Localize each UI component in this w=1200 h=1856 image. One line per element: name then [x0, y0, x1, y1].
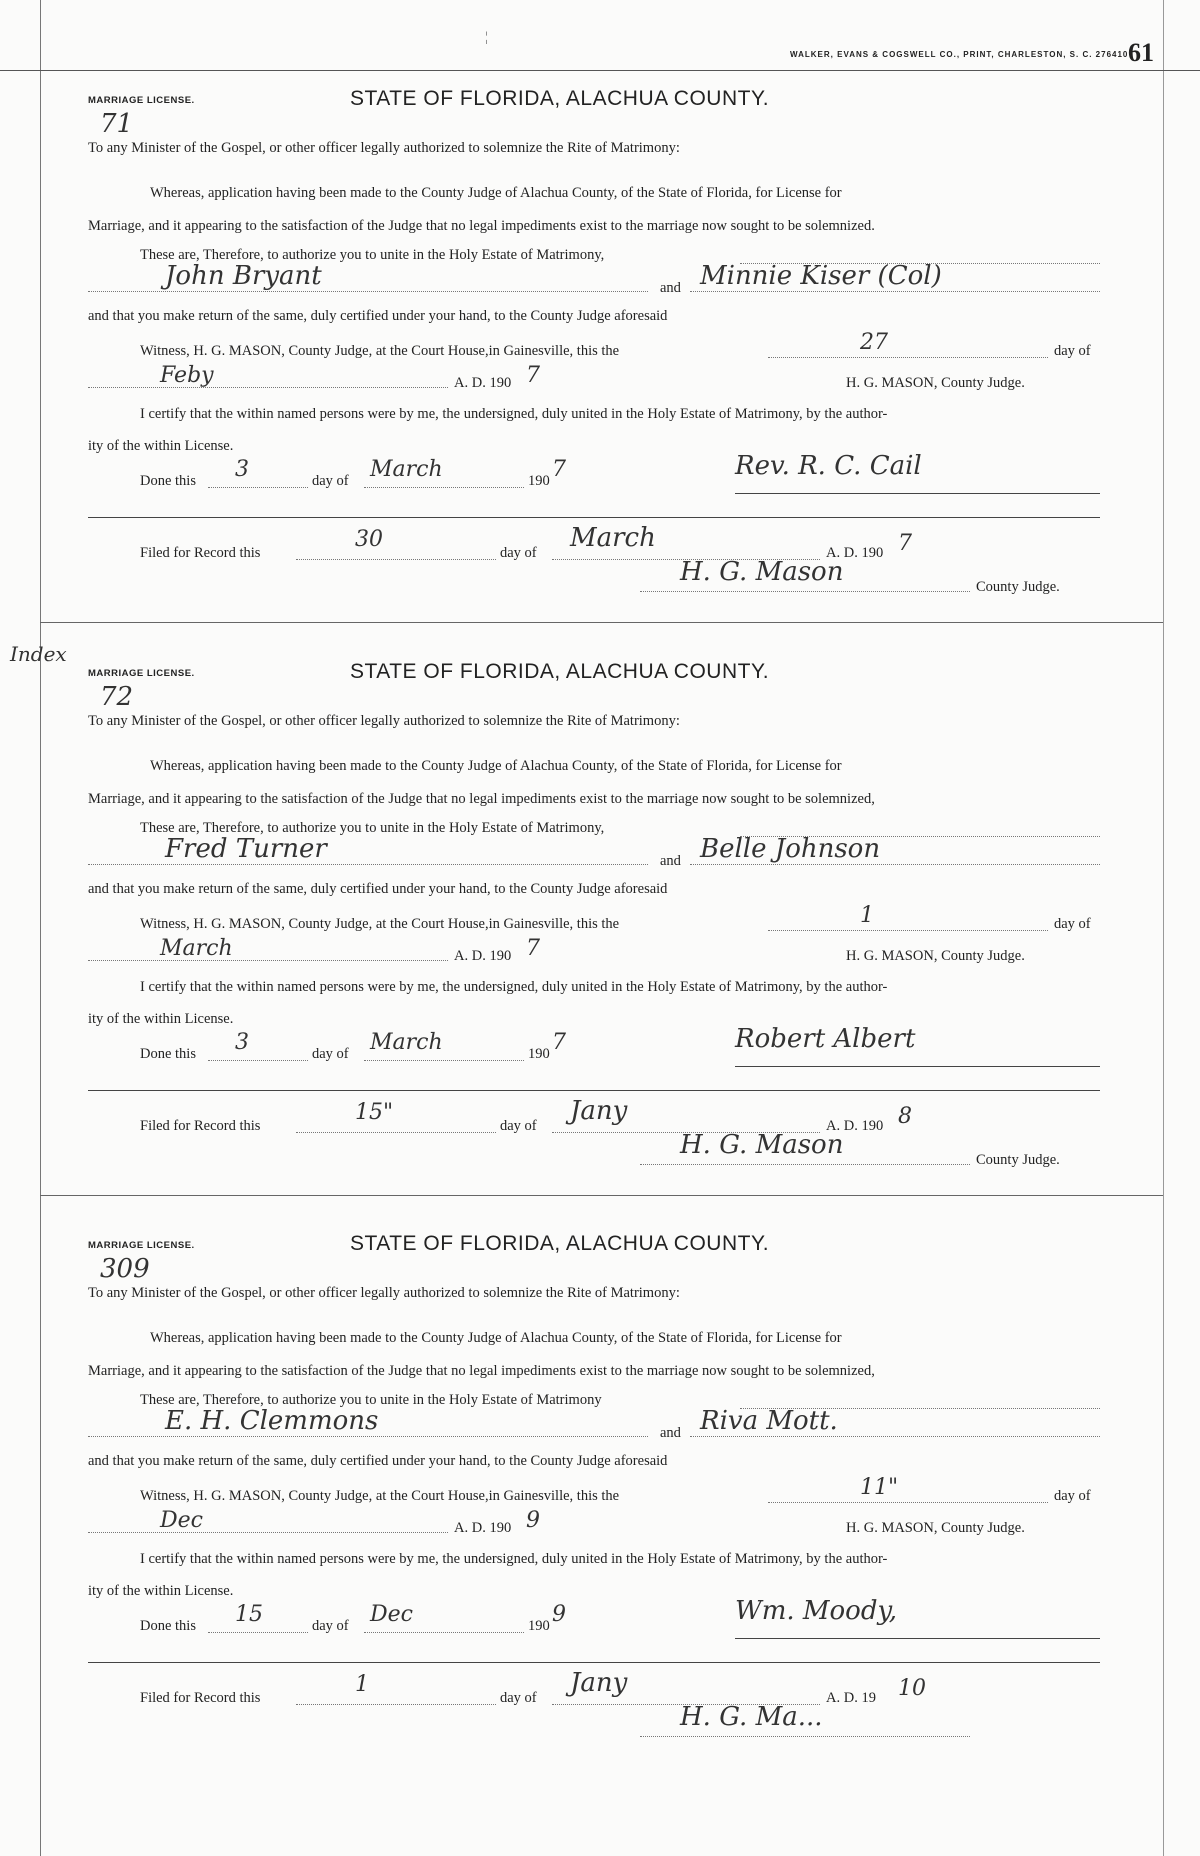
month-line — [88, 1532, 448, 1533]
signature-line — [735, 1638, 1100, 1639]
groom-name: E. H. Clemmons — [165, 1406, 379, 1436]
state-title: STATE OF FLORIDA, ALACHUA COUNTY. — [350, 660, 770, 683]
done-this-label: Done this — [140, 473, 196, 489]
filed-ad-label: A. D. 190 — [826, 545, 884, 561]
filed-ad-label: A. D. 190 — [826, 1118, 884, 1134]
judge-name: H. G. MASON, County Judge. — [846, 948, 1025, 964]
officiant-signature: Robert Albert — [735, 1024, 916, 1054]
groom-line — [88, 864, 648, 865]
certify-line-2: ity of the within License. — [88, 1011, 234, 1027]
filed-day-of-label: day of — [500, 545, 537, 561]
county-judge-label: County Judge. — [976, 1152, 1060, 1168]
done-month: March — [370, 1030, 443, 1055]
filed-day-of-label: day of — [500, 1690, 537, 1706]
month-line — [88, 960, 448, 961]
license-year: 7 — [526, 936, 540, 961]
done-year: 7 — [552, 457, 566, 482]
filed-year: 7 — [898, 531, 912, 556]
bride-line — [690, 1436, 1100, 1437]
day-line — [768, 930, 1048, 931]
day-of-label: day of — [1054, 1488, 1091, 1504]
done-day-line — [208, 487, 308, 488]
license-month: March — [160, 936, 233, 961]
judge-name: H. G. MASON, County Judge. — [846, 375, 1025, 391]
month-line — [88, 387, 448, 388]
license-year: 9 — [526, 1508, 540, 1533]
filed-year: 10 — [898, 1676, 926, 1701]
ad-label: A. D. 190 — [454, 948, 512, 964]
right-page-edge — [1163, 0, 1164, 1856]
certify-line-1: I certify that the within named persons were by me, the undersigned, duly united in the Holy Estate of Matrimony, by the author- — [140, 406, 888, 422]
groom-name: Fred Turner — [165, 834, 327, 864]
filed-day-line — [296, 559, 496, 560]
judge-signature-line — [640, 591, 970, 592]
filed-day: 15" — [355, 1100, 394, 1125]
officiant-signature: Wm. Moody, — [735, 1596, 897, 1626]
license-heading: MARRIAGE LICENSE. — [88, 1240, 195, 1251]
whereas-line-1: Whereas, application having been made to the County Judge of Alachua County, of the State of Florida, for License for — [150, 185, 842, 201]
return-line: and that you make return of the same, duly certified under your hand, to the County Judge aforesaid — [88, 881, 668, 897]
judge-signature-line — [640, 1736, 970, 1737]
signature-line — [735, 493, 1100, 494]
done-year: 9 — [552, 1602, 566, 1627]
judge-name: H. G. MASON, County Judge. — [846, 1520, 1025, 1536]
filed-day: 30 — [355, 527, 383, 552]
whereas-line-1: Whereas, application having been made to the County Judge of Alachua County, of the State of Florida, for License for — [150, 1330, 842, 1346]
done-year-prefix: 190 — [528, 1618, 550, 1634]
done-day-of-label: day of — [312, 1618, 349, 1634]
bride-name: Minnie Kiser (Col) — [700, 261, 942, 291]
license-heading: MARRIAGE LICENSE. — [88, 95, 195, 106]
license-number: 71 — [100, 109, 134, 139]
filed-day: 1 — [355, 1672, 369, 1697]
judge-signature-line — [640, 1164, 970, 1165]
state-title: STATE OF FLORIDA, ALACHUA COUNTY. — [350, 1232, 770, 1255]
state-title: STATE OF FLORIDA, ALACHUA COUNTY. — [350, 87, 770, 110]
day-line — [768, 357, 1048, 358]
and-label: and — [660, 1425, 681, 1441]
filed-day-line — [296, 1132, 496, 1133]
filed-day-line — [296, 1704, 496, 1705]
done-day: 3 — [235, 1030, 249, 1055]
county-judge-label: County Judge. — [976, 579, 1060, 595]
done-day: 15 — [235, 1602, 263, 1627]
license-number: 309 — [100, 1254, 150, 1284]
filed-month: March — [570, 523, 656, 553]
to-any-minister: To any Minister of the Gospel, or other officer legally authorized to solemnize the Rite of Matrimony: — [88, 1285, 680, 1301]
printer-credit: WALKER, EVANS & COGSWELL CO., PRINT, CHARLESTON, S. C. 276410 — [790, 50, 1129, 59]
judge-signature: H. G. Ma... — [680, 1702, 823, 1732]
ad-label: A. D. 190 — [454, 375, 512, 391]
page-number: 61 — [1128, 38, 1154, 67]
judge-signature: H. G. Mason — [680, 557, 844, 587]
judge-signature: H. G. Mason — [680, 1130, 844, 1160]
filed-day-of-label: day of — [500, 1118, 537, 1134]
day-of-label: day of — [1054, 343, 1091, 359]
done-year: 7 — [552, 1030, 566, 1055]
done-day-line — [208, 1060, 308, 1061]
done-day-of-label: day of — [312, 473, 349, 489]
certify-line-1: I certify that the within named persons were by me, the undersigned, duly united in the Holy Estate of Matrimony, by the author- — [140, 1551, 888, 1567]
top-rule — [0, 70, 1200, 71]
filed-year: 8 — [898, 1104, 912, 1129]
filed-rule — [88, 517, 1100, 518]
license-month: Feby — [160, 363, 214, 388]
index-note: Index — [10, 642, 67, 666]
done-month-line — [364, 1632, 524, 1633]
filed-rule — [88, 1090, 1100, 1091]
whereas-line-2: Marriage, and it appearing to the satisfaction of the Judge that no legal impediments exist to the marriage now sought to be solemnized, — [88, 1363, 875, 1379]
groom-name: John Bryant — [165, 261, 322, 291]
filed-label: Filed for Record this — [140, 1690, 261, 1706]
left-page-edge — [40, 0, 41, 1856]
done-month: Dec — [370, 1602, 413, 1627]
filed-rule — [88, 1662, 1100, 1663]
bride-name: Riva Mott. — [700, 1406, 838, 1436]
filed-ad-label: A. D. 19 — [826, 1690, 876, 1706]
bride-line — [690, 864, 1100, 865]
license-day: 1 — [860, 903, 874, 928]
top-mark: ¦ — [485, 30, 488, 45]
filed-month: Jany — [570, 1096, 628, 1126]
filed-label: Filed for Record this — [140, 545, 261, 561]
witness-line: Witness, H. G. MASON, County Judge, at the Court House,in Gainesville, this the — [140, 1488, 620, 1504]
and-label: and — [660, 280, 681, 296]
license-day: 11" — [860, 1475, 899, 1500]
license-day: 27 — [860, 330, 888, 355]
whereas-line-1: Whereas, application having been made to the County Judge of Alachua County, of the State of Florida, for License for — [150, 758, 842, 774]
done-day-line — [208, 1632, 308, 1633]
day-of-label: day of — [1054, 916, 1091, 932]
whereas-line-2: Marriage, and it appearing to the satisfaction of the Judge that no legal impediments exist to the marriage now sought to be solemnized, — [88, 791, 875, 807]
done-day-of-label: day of — [312, 1046, 349, 1062]
done-month-line — [364, 1060, 524, 1061]
done-year-prefix: 190 — [528, 1046, 550, 1062]
done-this-label: Done this — [140, 1618, 196, 1634]
and-label: and — [660, 853, 681, 869]
license-year: 7 — [526, 363, 540, 388]
ad-label: A. D. 190 — [454, 1520, 512, 1536]
these-are-line: These are, Therefore, to authorize you to unite in the Holy Estate of Matrimony, — [140, 820, 605, 836]
whereas-line-2: Marriage, and it appearing to the satisfaction of the Judge that no legal impediments exist to the marriage now sought to be solemnized. — [88, 218, 875, 234]
to-any-minister: To any Minister of the Gospel, or other officer legally authorized to solemnize the Rite of Matrimony: — [88, 140, 680, 156]
certify-line-2: ity of the within License. — [88, 438, 234, 454]
section-separator — [40, 1195, 1163, 1196]
license-heading: MARRIAGE LICENSE. — [88, 668, 195, 679]
signature-line — [735, 1066, 1100, 1067]
certify-line-1: I certify that the within named persons were by me, the undersigned, duly united in the Holy Estate of Matrimony, by the author- — [140, 979, 888, 995]
done-day: 3 — [235, 457, 249, 482]
groom-line — [88, 1436, 648, 1437]
done-month: March — [370, 457, 443, 482]
license-month: Dec — [160, 1508, 203, 1533]
officiant-signature: Rev. R. C. Cail — [735, 451, 922, 481]
witness-line: Witness, H. G. MASON, County Judge, at the Court House,in Gainesville, this the — [140, 916, 620, 932]
to-any-minister: To any Minister of the Gospel, or other officer legally authorized to solemnize the Rite of Matrimony: — [88, 713, 680, 729]
filed-month: Jany — [570, 1668, 628, 1698]
filed-label: Filed for Record this — [140, 1118, 261, 1134]
done-month-line — [364, 487, 524, 488]
groom-line — [88, 291, 648, 292]
bride-line — [690, 291, 1100, 292]
return-line: and that you make return of the same, duly certified under your hand, to the County Judge aforesaid — [88, 308, 668, 324]
witness-line: Witness, H. G. MASON, County Judge, at the Court House,in Gainesville, this the — [140, 343, 620, 359]
certify-line-2: ity of the within License. — [88, 1583, 234, 1599]
license-number: 72 — [100, 682, 134, 712]
these-are-line: These are, Therefore, to authorize you to unite in the Holy Estate of Matrimony — [140, 1392, 602, 1408]
done-year-prefix: 190 — [528, 473, 550, 489]
return-line: and that you make return of the same, duly certified under your hand, to the County Judge aforesaid — [88, 1453, 668, 1469]
bride-name: Belle Johnson — [700, 834, 881, 864]
done-this-label: Done this — [140, 1046, 196, 1062]
day-line — [768, 1502, 1048, 1503]
these-are-line: These are, Therefore, to authorize you to unite in the Holy Estate of Matrimony, — [140, 247, 605, 263]
section-separator — [40, 622, 1163, 623]
